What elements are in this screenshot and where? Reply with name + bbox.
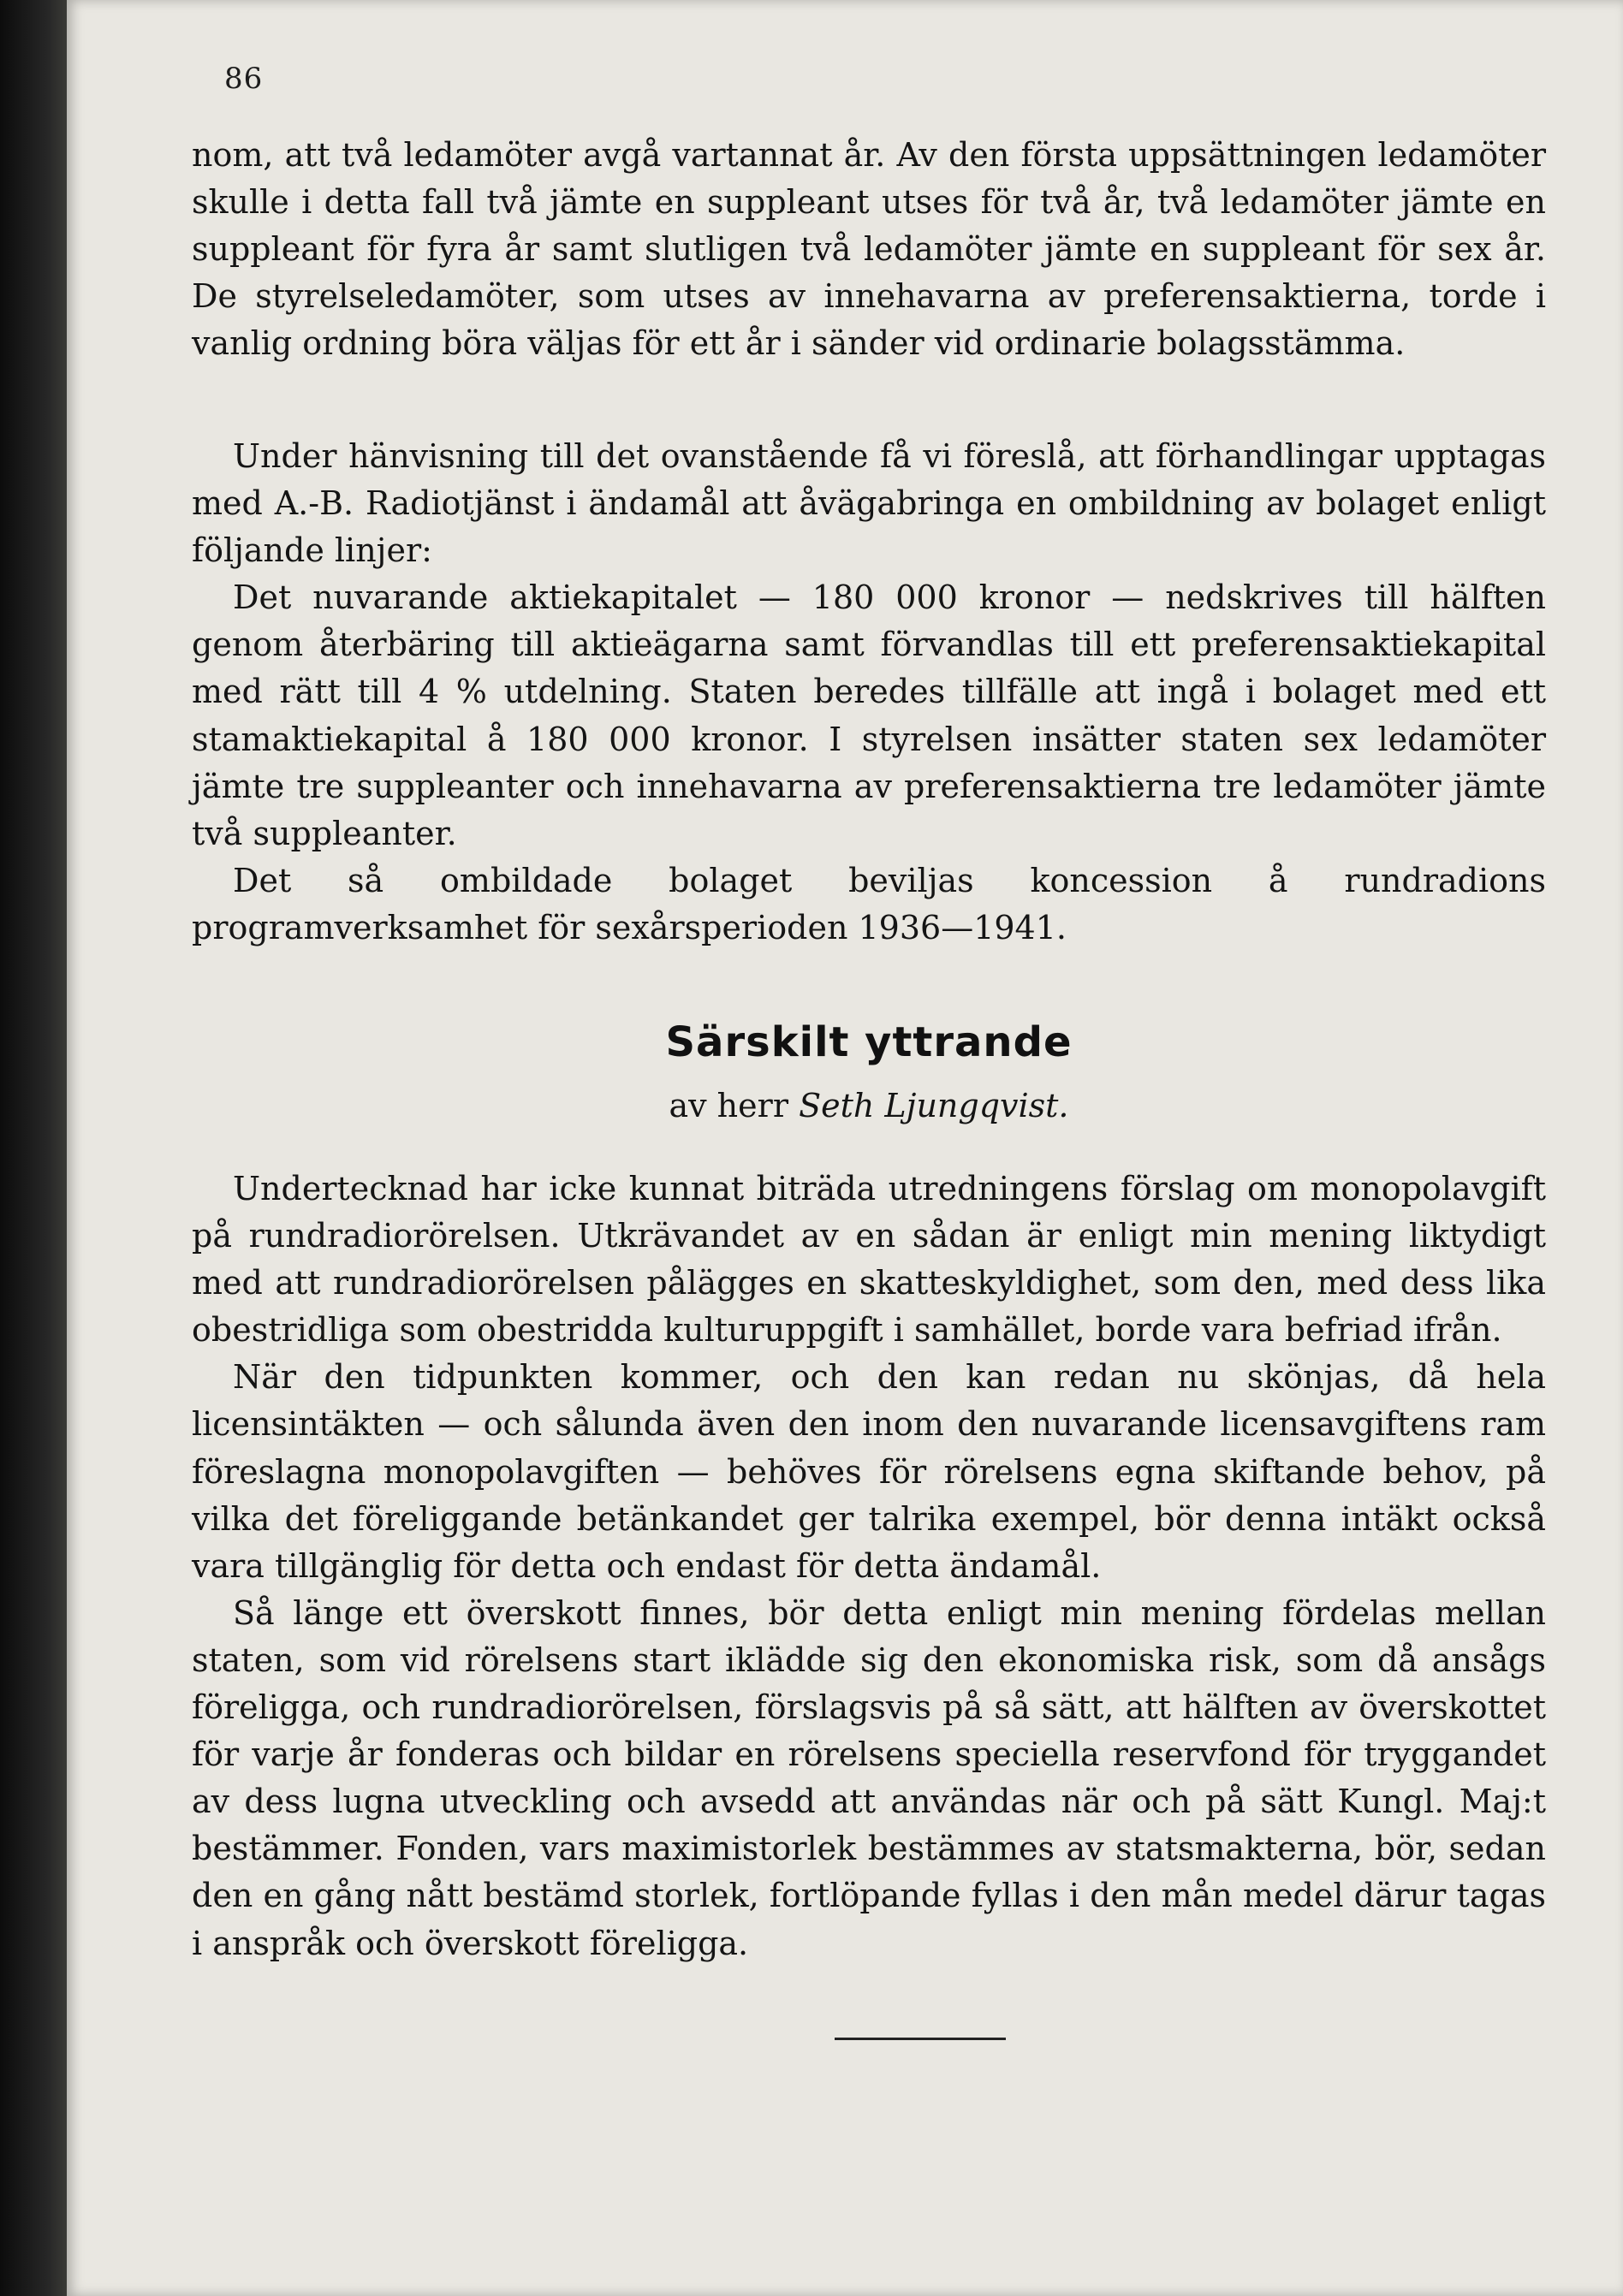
- byline: [192, 1087, 1546, 1124]
- statement-body: [192, 1166, 1546, 1967]
- byline-author: Seth Ljungqvist.: [799, 1087, 1069, 1124]
- scan-left-margin: [0, 0, 67, 2296]
- paragraph: När den tidpunkten kommer, och den kan redan nu skönjas, då hela licensintäkten — och sålunda även den inom den nuvarande licensavgiftens ram föreslagna monopolavgiften — behöves för rörelsens egna skiftande behov, på vilka det föreliggande betänkandet ger talrika exempel, bör denna intäkt också vara tillgänglig för detta och endast för detta ändamål.: [192, 1358, 1546, 1585]
- page-number: 86: [224, 62, 264, 96]
- paragraph: Under hänvisning till det ovanstående få vi föreslå, att förhandlingar upptagas med A.-B. Radiotjänst i ändamål att åvägabringa en ombildning av bolaget enligt följande linjer:: [192, 437, 1546, 570]
- proposal-section: [192, 433, 1546, 952]
- paragraph: Undertecknad har icke kunnat biträda utredningens förslag om monopolavgift på rundradiorörelsen. Utkrävandet av en sådan är enligt min mening liktydigt med att rundradiorörelsen pålägges en skatteskyldighet, som den, med dess lika obestridliga som obestridda kulturuppgift i samhället, borde vara befriad ifrån.: [192, 1170, 1546, 1350]
- byline-prefix: av herr: [669, 1087, 788, 1124]
- paragraph: Det nuvarande aktiekapitalet — 180 000 kronor — nedskrives till hälften genom återbäring till aktieägarna samt förvandlas till ett preferensaktiekapital med rätt till 4 % utdelning. Staten beredes tillfälle att ingå i bolaget med ett stamaktiekapital å 180 000 kronor. I styrelsen insätter staten sex ledamöter jämte tre suppleanter och innehavarna av preferensaktierna tre ledamöter jämte två suppleanter.: [192, 578, 1546, 852]
- paragraph: nom, att två ledamöter avgå vartannat år. Av den första uppsättningen ledamöter skulle i detta fall två jämte en suppleant utses för två år, två ledamöter jämte en suppleant för fyra år samt slutligen två ledamöter jämte en suppleant för sex år. De styrelseledamöter, som utses av innehavarna av preferensaktierna, torde i vanlig ordning böra väljas för ett år i sänder vid ordinarie bolagsstämma.: [192, 136, 1546, 363]
- closing-rule: [835, 2038, 1006, 2040]
- paragraph: Det så ombildade bolaget beviljas koncession å rundradions programverksamhet för sexårsperioden 1936—1941.: [192, 861, 1546, 946]
- paragraph: Så länge ett överskott finnes, bör detta enligt min mening fördelas mellan staten, som vid rörelsens start iklädde sig den ekonomiska risk, som då ansågs föreligga, och rundradiorörelsen, förslagsvis på så sätt, att hälften av överskottet för varje år fonderas och bildar en rörelsens speciella reservfond för tryggandet av dess lugna utveckling och avsedd att användas när och på sätt Kungl. Maj:t bestämmer. Fonden, vars maximistorlek bestämmes av statsmakterna, bör, sedan den en gång nått bestämd storlek, fortlöpande fyllas i den mån medel därur tagas i anspråk och överskott föreligga.: [192, 1593, 1546, 1962]
- section-heading: Särskilt yttrande: [665, 1018, 1073, 1066]
- opening-paragraph-block: [192, 132, 1546, 367]
